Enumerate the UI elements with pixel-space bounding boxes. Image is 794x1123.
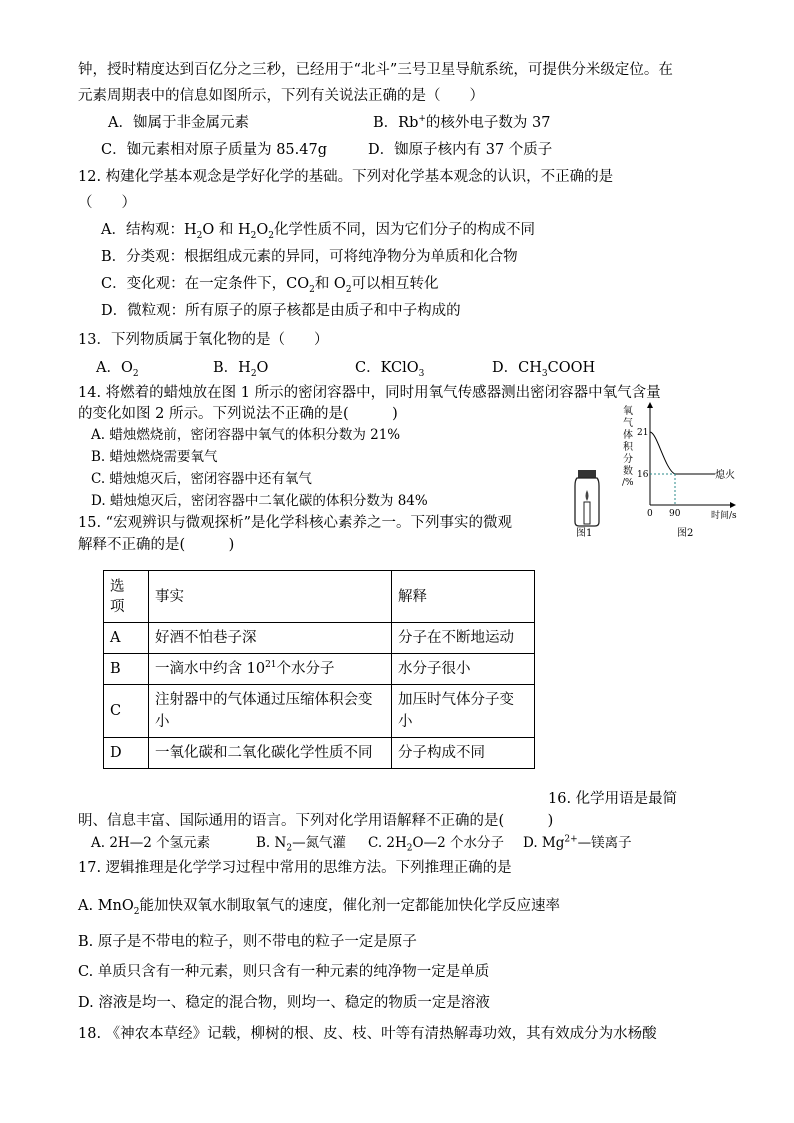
q17-option-d: D. 溶液是均一、稳定的混合物，则均一、稳定的物质一定是溶液 (78, 995, 490, 1011)
x-tick-90: 90 (669, 509, 681, 519)
svg-text:数: 数 (623, 466, 633, 477)
q16-option-b: B. $N_2—$氮气灌 (256, 835, 347, 854)
sealed-jar-candle-illustration (575, 470, 599, 526)
fig1-label: 图1 (576, 528, 593, 539)
fig2-x-axis-label: 时间/s (711, 511, 737, 521)
q12-stem: 12. 构建化学基本观念是学好化学的基础。下列对化学基本观念的认识，不正确的是 (78, 169, 614, 185)
fig2-y-axis-label (622, 404, 634, 488)
q14-option-b: B. 蜡烛燃烧需要氧气 (91, 449, 218, 465)
y-tick-21: 21 (637, 428, 649, 438)
q13-option-a: A．$O_2$ (96, 360, 139, 379)
q17-stem: 17. 逻辑推理是化学学习过程中常用的思维方法。下列推理正确的是 (78, 860, 512, 876)
q11-stem-line2: 元素周期表中的信息如图所示，下列有关说法正确的是（ ） (78, 88, 484, 104)
q12-option-a: A．结构观：$H_2O$ 和 $H_2O_2$化学性质不同，因为它们分子的构成不同 (101, 222, 535, 241)
q13-option-d: D．$CH_3COOH$ (492, 360, 596, 379)
q12-option-d: D．微粒观：所有原子的原子核都是由质子和中子构成的 (101, 303, 461, 319)
svg-text:氧: 氧 (623, 406, 633, 417)
q13-stem: 13．下列物质属于氧化物的是（ ） (78, 332, 329, 348)
q12-option-c: C．变化观：在一定条件下，$CO_2$和 $O_2$可以相互转化 (101, 276, 439, 295)
svg-text:分: 分 (623, 454, 633, 465)
table-row: C 注射器中的气体通过压缩体积会变小 加压时气体分子变小 (104, 685, 535, 738)
q17-option-a: A. MnO$_2$能加快双氧水制取氧气的速度，催化剂一定都能加快化学反应速率 (78, 898, 560, 917)
oxygen-vs-time-plot (647, 402, 736, 508)
q16-stem-line1: 16. 化学用语是最简 (548, 791, 678, 807)
svg-text:气: 气 (623, 418, 633, 429)
q13-option-b: B．$H_2O$ (213, 360, 269, 379)
table-row: D 一氧化碳和二氧化碳化学性质不同 分子构成不同 (104, 738, 535, 769)
q16-option-a: A. 2H—2 个氢元素 (91, 835, 211, 851)
q12-option-b: B．分类观：根据组成元素的异同，可将纯净物分为单质和化合物 (101, 249, 518, 265)
extinguish-annotation: 熄火 (715, 470, 735, 481)
q11-option-c: C．铷元素相对原子质量为 85.47g (101, 142, 327, 158)
q14-stem-line2: 的变化如图 2 所示。下列说法不正确的是( ) (78, 406, 398, 422)
q15-fact-table (103, 570, 535, 769)
q17-option-b: B. 原子是不带电的粒子，则不带电的粒子一定是原子 (78, 934, 417, 950)
q14-option-a: A. 蜡烛燃烧前，密闭容器中氧气的体积分数为 21% (91, 427, 401, 443)
fig2-label: 图2 (677, 528, 694, 539)
y-tick-16: 16 (637, 470, 649, 480)
q11-option-b: B．Rb+的核外电子数为 37 (373, 114, 551, 131)
q16-stem-line2: 明、信息丰富、国际通用的语言。下列对化学用语解释不正确的是( ) (78, 813, 554, 829)
table-header-row (104, 571, 535, 623)
header-option: 选 项 (104, 571, 149, 623)
q14-option-d: D. 蜡烛熄灭后，密闭容器中二氧化碳的体积分数为 84% (91, 493, 428, 509)
svg-text:/%: /% (622, 478, 634, 488)
q18-stem: 18. 《神农本草经》记载，柳树的根、皮、枝、叶等有清热解毒功效，其有效成分为水杨酸 (78, 1026, 657, 1042)
header-fact: 事实 (149, 571, 392, 623)
q15-stem-line2: 解释不正确的是( ) (78, 537, 235, 553)
q14-option-c: C. 蜡烛熄灭后，密闭容器中还有氧气 (91, 471, 312, 487)
q14-figure (565, 400, 780, 540)
x-tick-0: 0 (647, 509, 653, 519)
q11-option-d: D．铷原子核内有 37 个质子 (368, 142, 553, 158)
header-explain: 解释 (392, 571, 535, 623)
q12-answer-paren: （ ） (78, 195, 136, 211)
q15-stem-line1: 15. “宏观辨识与微观探析”是化学科核心素养之一。下列事实的微观 (78, 515, 512, 531)
q11-option-a: A．铷属于非金属元素 (108, 115, 249, 131)
q17-option-c: C. 单质只含有一种元素，则只含有一种元素的纯净物一定是单质 (78, 964, 490, 980)
svg-text:积: 积 (623, 442, 633, 453)
table-row: B 一滴水中约含 $10^{21}$个水分子 水分子很小 (104, 654, 535, 685)
q13-option-c: C．KClO$_3$ (355, 360, 425, 379)
q14-stem-line1: 14. 将燃着的蜡烛放在图 1 所示的密闭容器中，同时用氧气传感器测出密闭容器中氧气含量 (78, 385, 661, 401)
table-row: A 好酒不怕巷子深 分子在不断地运动 (104, 623, 535, 654)
q11-stem-line1: 钟，授时精度达到百亿分之三秒，已经用于“北斗”三号卫星导航系统，可提供分米级定位。在 (78, 62, 673, 78)
svg-text:体: 体 (623, 430, 633, 441)
q16-option-c: C. $2H_2O—2$ 个水分子 (368, 835, 504, 854)
q16-option-d: D. $Mg^{2+}—$镁离子 (523, 834, 632, 851)
